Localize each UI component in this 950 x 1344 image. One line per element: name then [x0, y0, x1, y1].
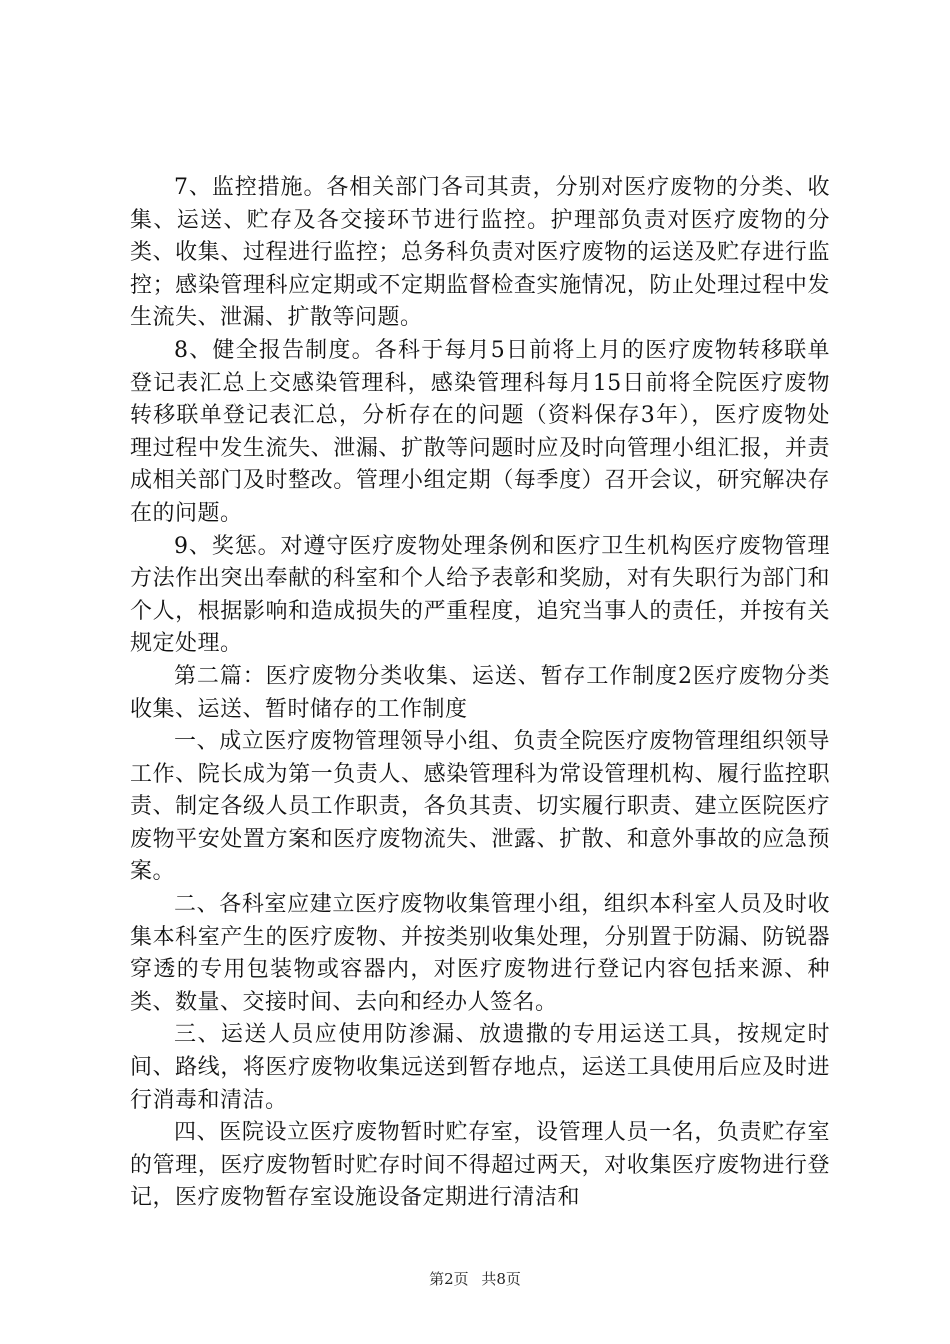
- paragraph-item-four: 四、医院设立医疗废物暂时贮存室，设管理人员一名，负责贮存室的管理，医疗废物暂时贮存时间不得超过两天，对收集医疗废物进行登记，医疗废物暂存室设施设备定期进行清洁和: [130, 1120, 830, 1211]
- document-body: [130, 172, 830, 1215]
- paragraph-item-one: 一、成立医疗废物管理领导小组、负责全院医疗废物管理组织领导工作、院长成为第一负责人、感染管理科为常设管理机构、履行监控职责、制定各级人员工作职责，各负其责、切实履行职责、建立医院医疗废物平安处置方案和医疗废物流失、泄露、扩散、和意外事故的应急预案。: [130, 729, 830, 885]
- paragraph-monitoring: 7、监控措施。各相关部门各司其责，分别对医疗废物的分类、收集、运送、贮存及各交接环节进行监控。护理部负责对医疗废物的分类、收集、过程进行监控；总务科负责对医疗废物的运送及贮存进行监控；感染管理科应定期或不定期监督检查实施情况，防止处理过程中发生流失、泄漏、扩散等问题。: [130, 175, 830, 331]
- paragraph-item-two: 二、各科室应建立医疗废物收集管理小组，组织本科室人员及时收集本科室产生的医疗废物、并按类别收集处理，分别置于防漏、防锐器穿透的专用包装物或容器内，对医疗废物进行登记内容包括来源、种类、数量、交接时间、去向和经办人签名。: [130, 892, 830, 1015]
- paragraph-reporting: 8、健全报告制度。各科于每月5日前将上月的医疗废物转移联单登记表汇总上交感染管理科，感染管理科每月15日前将全院医疗废物转移联单登记表汇总，分析存在的问题（资料保存3年），医疗废物处理过程中发生流失、泄漏、扩散等问题时应及时向管理小组汇报，并责成相关部门及时整改。管理小组定期（每季度）召开会议，研究解决存在的问题。: [130, 337, 830, 526]
- page-number: 第2页: [429, 1270, 469, 1288]
- paragraph-item-three: 三、运送人员应使用防渗漏、放遗撒的专用运送工具，按规定时间、路线，将医疗废物收集远送到暂存地点，运送工具使用后应及时进行消毒和清洁。: [130, 1022, 830, 1113]
- paragraph-rewards: 9、奖惩。对遵守医疗废物处理条例和医疗卫生机构医疗废物管理方法作出突出奉献的科室和个人给予表彰和奖励，对有失职行为部门和个人，根据影响和造成损失的严重程度，追究当事人的责任，并按有关规定处理。: [130, 533, 830, 657]
- page-total: 共8页: [481, 1270, 521, 1288]
- page-footer: [0, 1268, 950, 1289]
- section-heading-part-two: 第二篇：医疗废物分类收集、运送、暂存工作制度2医疗废物分类收集、运送、暂时储存的工作制度: [130, 663, 830, 722]
